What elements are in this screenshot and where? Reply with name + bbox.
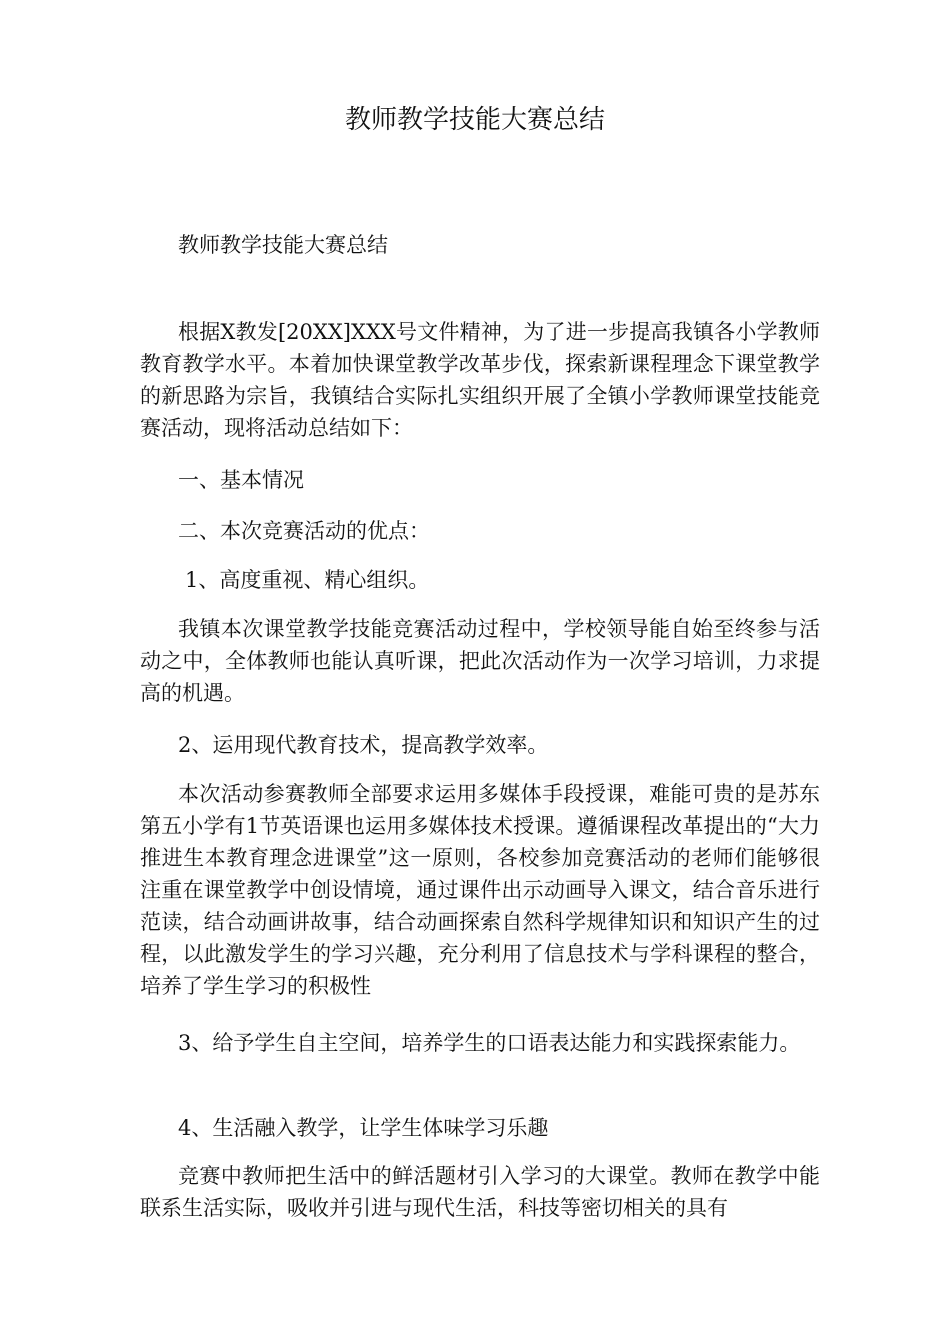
point4-paragraph: 竞赛中教师把生活中的鲜活题材引入学习的大课堂。教师在教学中能联系生活实际，吸收并引进与现代生活，科技等密切相关的具有 bbox=[140, 1164, 820, 1220]
section-heading-advantages: 二、本次竞赛活动的优点： bbox=[178, 519, 430, 543]
point1-paragraph: 我镇本次课堂教学技能竞赛活动过程中，学校领导能自始至终参与活动之中，全体教师也能认真听课，把此次活动作为一次学习培训，力求提高的机遇。 bbox=[140, 617, 820, 705]
point2-heading: 2、运用现代教育技术，提高教学效率。 bbox=[178, 733, 549, 757]
document-title: 教师教学技能大赛总结 bbox=[344, 105, 605, 135]
point1-heading: 1、高度重视、精心组织。 bbox=[185, 568, 430, 592]
point4-heading: 4、生活融入教学，让学生体味学习乐趣 bbox=[178, 1116, 549, 1140]
point3-paragraph: 3、给予学生自主空间，培养学生的口语表达能力和实践探索能力。 bbox=[178, 1031, 801, 1055]
section-heading-basic: 一、基本情况 bbox=[178, 468, 304, 492]
document-subtitle: 教师教学技能大赛总结 bbox=[178, 233, 388, 257]
intro-paragraph: 根据X教发[20XX]XXX号文件精神，为了进一步提高我镇各小学教师教育教学水平。本着加快课堂教学改革步伐，探索新课程理念下课堂教学的新思路为宗旨，我镇结合实际扎实组织开展了全镇小学教师课堂技能竞赛活动，现将活动总结如下： bbox=[140, 320, 820, 440]
point2-paragraph: 本次活动参赛教师全部要求运用多媒体手段授课，难能可贵的是苏东第五小学有1节英语课也运用多媒体技术授课。遵循课程改革提出的“大力推进生本教育理念进课堂”这一原则，各校参加竞赛活动的老师们能够很注重在课堂教学中创设情境，通过课件出示动画导入课文，结合音乐进行范读，结合动画讲故事，结合动画探索自然科学规律知识和知识产生的过程，以此激发学生的学习兴趣，充分利用了信息技术与学科课程的整合，培养了学生学习的积极性 bbox=[140, 782, 820, 998]
